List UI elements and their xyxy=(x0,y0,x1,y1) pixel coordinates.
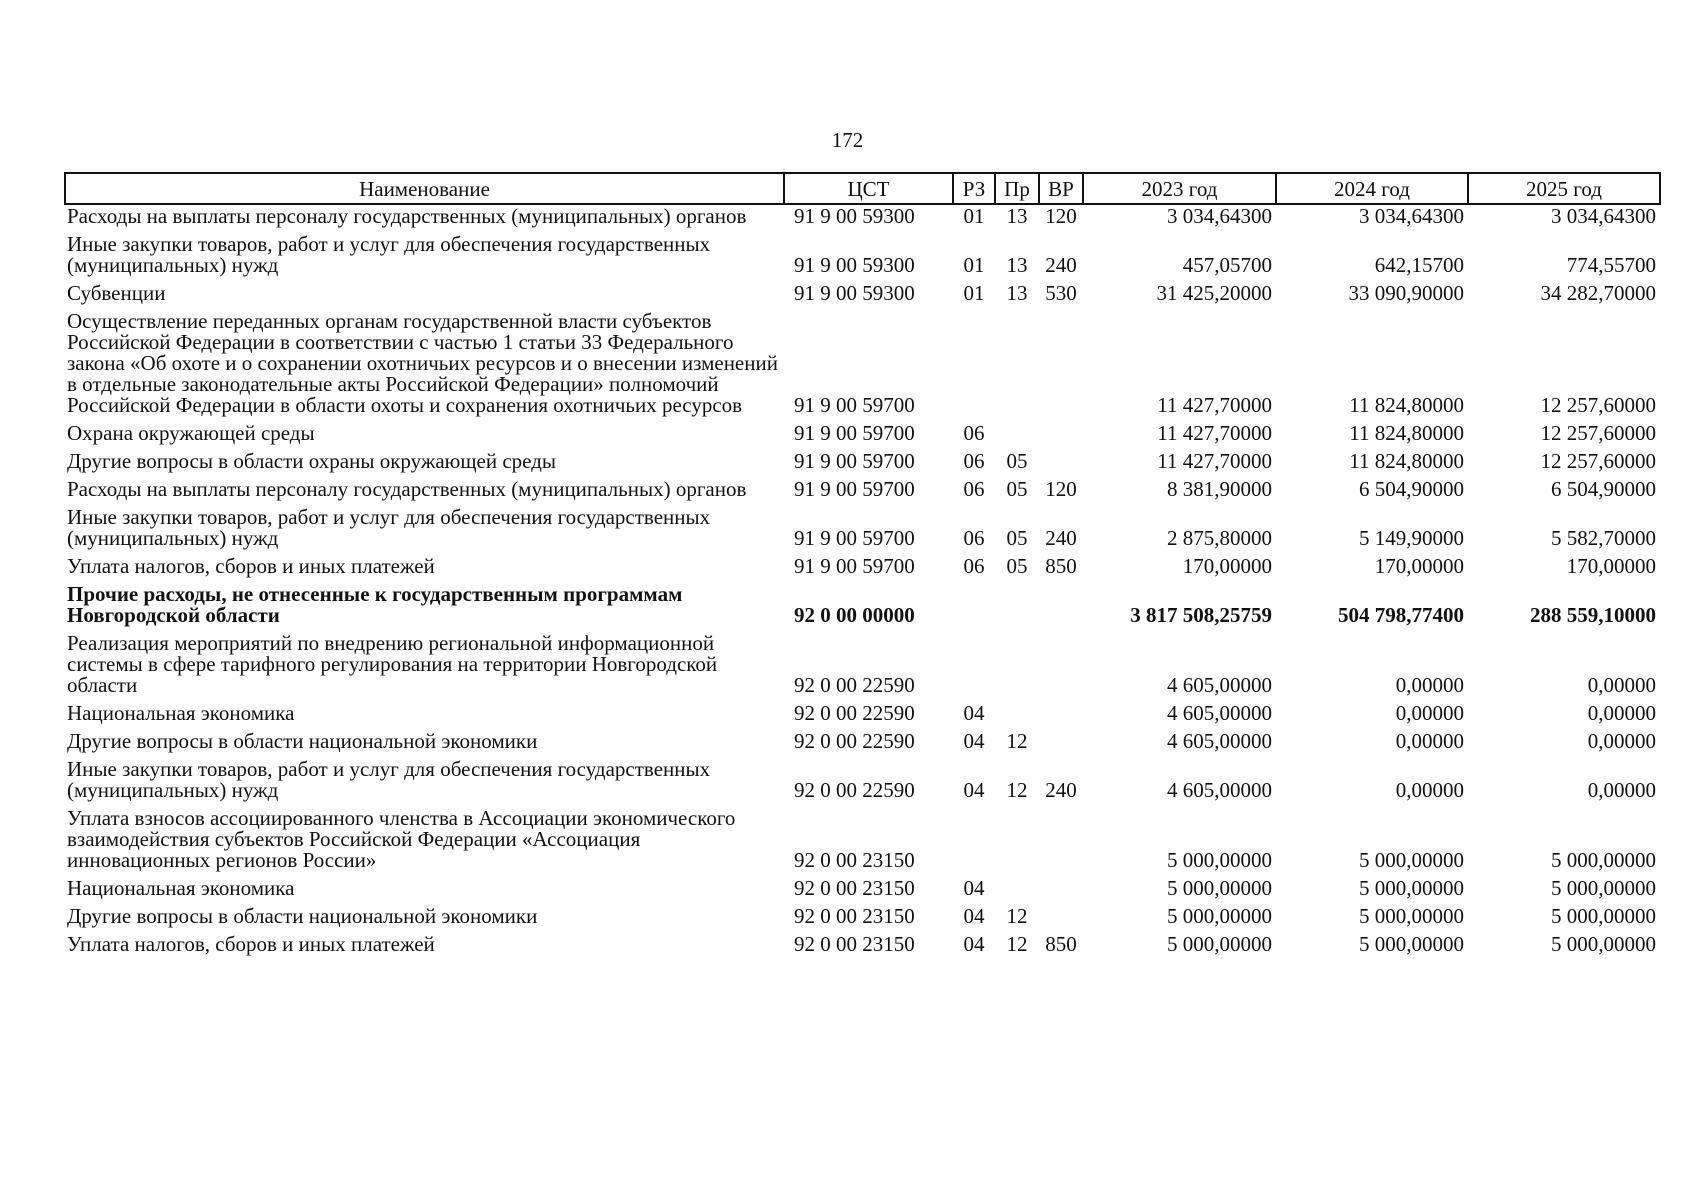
row-vr: 850 xyxy=(1045,554,1077,578)
table-row xyxy=(65,583,1660,632)
row-pr xyxy=(995,877,1039,905)
table-row xyxy=(65,758,1660,807)
table-row xyxy=(65,632,1660,702)
table-row xyxy=(65,905,1660,933)
row-name: Субвенции xyxy=(67,281,166,305)
row-value-2023: 5 000,00000 xyxy=(1167,848,1272,872)
row-pr: 12 xyxy=(1006,778,1028,802)
row-value-2025: 12 257,60000 xyxy=(1540,421,1656,445)
row-value-2025: 5 000,00000 xyxy=(1551,876,1656,900)
row-value-2025: 0,00000 xyxy=(1587,729,1656,753)
row-vr xyxy=(1039,450,1083,478)
row-pr xyxy=(995,583,1039,632)
header-rz: РЗ xyxy=(953,173,995,204)
row-value-2024: 642,15700 xyxy=(1374,253,1464,277)
row-pr xyxy=(995,702,1039,730)
row-value-2025: 0,00000 xyxy=(1587,778,1656,802)
row-pr xyxy=(995,632,1039,702)
row-pr: 05 xyxy=(1006,554,1028,578)
row-name: Уплата налогов, сборов и иных платежей xyxy=(67,932,435,956)
row-name: Другие вопросы в области национальной экономики xyxy=(67,904,538,928)
row-value-2023: 4 605,00000 xyxy=(1167,673,1272,697)
row-cst: 92 0 00 00000 xyxy=(794,603,915,627)
row-value-2023: 4 605,00000 xyxy=(1167,729,1272,753)
row-vr: 850 xyxy=(1045,932,1077,956)
row-rz: 04 xyxy=(963,876,985,900)
row-cst: 92 0 00 23150 xyxy=(794,848,915,872)
table-row xyxy=(65,310,1660,422)
header-vr: ВР xyxy=(1039,173,1083,204)
row-rz: 04 xyxy=(963,932,985,956)
row-pr: 05 xyxy=(1006,449,1028,473)
row-value-2024: 11 824,80000 xyxy=(1349,421,1464,445)
table-row xyxy=(65,282,1660,310)
row-cst: 92 0 00 22590 xyxy=(794,778,915,802)
row-value-2023: 31 425,20000 xyxy=(1156,281,1272,305)
row-name: Национальная экономика xyxy=(67,701,295,725)
row-value-2023: 170,00000 xyxy=(1182,554,1272,578)
table-body xyxy=(65,204,1660,961)
row-pr xyxy=(995,310,1039,422)
row-vr xyxy=(1039,632,1083,702)
row-rz: 04 xyxy=(963,778,985,802)
row-value-2025: 0,00000 xyxy=(1587,701,1656,725)
row-name: Осуществление переданных органам государственной власти субъектов Российской Федерации в соответствии с частью 1 статьи 33 Федерального закона «Об охоте и о сохранении охотничьих ресурсов и о внесении изменений в отдельные законодательные акты Российской Федерации» полномочий Российской Федерации в области охоты и сохранения охотничьих ресурсов xyxy=(67,309,778,417)
row-name: Национальная экономика xyxy=(67,876,295,900)
header-2025: 2025 год xyxy=(1468,173,1660,204)
row-cst: 91 9 00 59700 xyxy=(794,393,915,417)
row-value-2023: 4 605,00000 xyxy=(1167,701,1272,725)
row-vr: 240 xyxy=(1045,778,1077,802)
row-vr: 240 xyxy=(1045,253,1077,277)
row-value-2025: 34 282,70000 xyxy=(1540,281,1656,305)
row-value-2024: 5 000,00000 xyxy=(1359,932,1464,956)
row-value-2024: 3 034,64300 xyxy=(1359,204,1464,228)
row-value-2023: 2 875,80000 xyxy=(1167,526,1272,550)
row-value-2023: 3 034,64300 xyxy=(1167,204,1272,228)
row-cst: 92 0 00 22590 xyxy=(794,729,915,753)
row-cst: 92 0 00 22590 xyxy=(794,701,915,725)
row-value-2024: 11 824,80000 xyxy=(1349,449,1464,473)
table-row xyxy=(65,702,1660,730)
row-value-2023: 3 817 508,25759 xyxy=(1130,603,1272,627)
row-pr: 05 xyxy=(1006,477,1028,501)
row-vr xyxy=(1039,905,1083,933)
row-cst: 91 9 00 59700 xyxy=(794,554,915,578)
row-value-2025: 12 257,60000 xyxy=(1540,449,1656,473)
table-row xyxy=(65,807,1660,877)
row-name: Уплата налогов, сборов и иных платежей xyxy=(67,554,435,578)
row-vr: 120 xyxy=(1045,204,1077,228)
row-name: Прочие расходы, не отнесенные к государственным программам Новгородской области xyxy=(67,582,683,627)
row-name: Охрана окружающей среды xyxy=(67,421,315,445)
budget-table xyxy=(64,172,1661,961)
row-name: Уплата взносов ассоциированного членства в Ассоциации экономического взаимодействия субъектов Российской Федерации «Ассоциация инновационных регионов России» xyxy=(67,806,736,872)
row-value-2025: 5 000,00000 xyxy=(1551,848,1656,872)
row-pr: 12 xyxy=(1006,904,1028,928)
row-rz: 06 xyxy=(963,477,985,501)
row-value-2025: 5 000,00000 xyxy=(1551,904,1656,928)
row-rz: 01 xyxy=(963,204,985,228)
row-value-2024: 0,00000 xyxy=(1395,673,1464,697)
row-name: Иные закупки товаров, работ и услуг для обеспечения государственных (муниципальных) нужд xyxy=(67,757,711,802)
row-value-2023: 5 000,00000 xyxy=(1167,932,1272,956)
row-rz: 04 xyxy=(963,729,985,753)
row-cst: 91 9 00 59700 xyxy=(794,477,915,501)
row-value-2024: 33 090,90000 xyxy=(1348,281,1464,305)
row-value-2024: 5 000,00000 xyxy=(1359,848,1464,872)
row-rz: 06 xyxy=(963,526,985,550)
row-pr xyxy=(995,422,1039,450)
table-row xyxy=(65,933,1660,961)
row-rz: 01 xyxy=(963,253,985,277)
row-rz xyxy=(953,583,995,632)
row-value-2024: 0,00000 xyxy=(1395,701,1464,725)
row-cst: 92 0 00 22590 xyxy=(794,673,915,697)
row-rz: 06 xyxy=(963,554,985,578)
row-value-2023: 11 427,70000 xyxy=(1157,449,1272,473)
row-vr xyxy=(1039,730,1083,758)
table-row xyxy=(65,877,1660,905)
row-vr: 530 xyxy=(1045,281,1077,305)
row-pr: 05 xyxy=(1006,526,1028,550)
row-name: Расходы на выплаты персоналу государственных (муниципальных) органов xyxy=(67,477,747,501)
row-cst: 92 0 00 23150 xyxy=(794,904,915,928)
row-vr xyxy=(1039,702,1083,730)
row-value-2025: 3 034,64300 xyxy=(1551,204,1656,228)
row-rz: 06 xyxy=(963,449,985,473)
row-rz: 01 xyxy=(963,281,985,305)
row-value-2025: 0,00000 xyxy=(1587,673,1656,697)
row-cst: 91 9 00 59300 xyxy=(794,204,915,228)
row-cst: 91 9 00 59700 xyxy=(794,526,915,550)
page-number: 172 xyxy=(831,128,864,152)
row-vr xyxy=(1039,877,1083,905)
row-pr: 13 xyxy=(1006,204,1028,228)
table-row xyxy=(65,478,1660,506)
header-2024: 2024 год xyxy=(1276,173,1468,204)
row-value-2025: 5 582,70000 xyxy=(1551,526,1656,550)
row-value-2023: 5 000,00000 xyxy=(1167,904,1272,928)
row-name: Другие вопросы в области национальной экономики xyxy=(67,729,538,753)
row-value-2023: 8 381,90000 xyxy=(1167,477,1272,501)
row-value-2023: 4 605,00000 xyxy=(1167,778,1272,802)
row-rz xyxy=(953,632,995,702)
row-cst: 91 9 00 59700 xyxy=(794,449,915,473)
table-header-row xyxy=(65,173,1660,204)
row-name: Расходы на выплаты персоналу государственных (муниципальных) органов xyxy=(67,204,747,228)
row-vr xyxy=(1039,422,1083,450)
row-value-2025: 5 000,00000 xyxy=(1551,932,1656,956)
row-pr: 13 xyxy=(1006,281,1028,305)
row-rz: 04 xyxy=(963,904,985,928)
row-cst: 92 0 00 23150 xyxy=(794,932,915,956)
row-pr: 13 xyxy=(1006,253,1028,277)
row-vr xyxy=(1039,583,1083,632)
row-value-2023: 457,05700 xyxy=(1182,253,1272,277)
row-value-2024: 5 000,00000 xyxy=(1359,876,1464,900)
row-value-2025: 288 559,10000 xyxy=(1530,603,1656,627)
header-pr: Пр xyxy=(995,173,1039,204)
row-value-2024: 6 504,90000 xyxy=(1359,477,1464,501)
row-value-2024: 5 149,90000 xyxy=(1359,526,1464,550)
row-cst: 91 9 00 59300 xyxy=(794,281,915,305)
header-2023: 2023 год xyxy=(1083,173,1276,204)
row-value-2024: 170,00000 xyxy=(1374,554,1464,578)
row-value-2025: 12 257,60000 xyxy=(1540,393,1656,417)
row-rz xyxy=(953,310,995,422)
row-vr: 120 xyxy=(1045,477,1077,501)
table-row xyxy=(65,555,1660,583)
table-row xyxy=(65,506,1660,555)
table-row xyxy=(65,233,1660,282)
row-value-2023: 5 000,00000 xyxy=(1167,876,1272,900)
table-row xyxy=(65,204,1660,233)
row-value-2024: 5 000,00000 xyxy=(1359,904,1464,928)
row-cst: 91 9 00 59300 xyxy=(794,253,915,277)
row-pr: 12 xyxy=(1006,729,1028,753)
row-rz: 04 xyxy=(963,701,985,725)
table-row xyxy=(65,730,1660,758)
row-value-2024: 0,00000 xyxy=(1395,778,1464,802)
row-value-2025: 6 504,90000 xyxy=(1551,477,1656,501)
row-vr xyxy=(1039,807,1083,877)
row-value-2024: 504 798,77400 xyxy=(1338,603,1464,627)
row-vr: 240 xyxy=(1045,526,1077,550)
row-value-2023: 11 427,70000 xyxy=(1157,421,1272,445)
row-value-2024: 11 824,80000 xyxy=(1349,393,1464,417)
row-pr xyxy=(995,807,1039,877)
table-row xyxy=(65,422,1660,450)
row-value-2025: 774,55700 xyxy=(1566,253,1656,277)
row-pr: 12 xyxy=(1006,932,1028,956)
row-rz: 06 xyxy=(963,421,985,445)
header-name: Наименование xyxy=(65,173,784,204)
row-name: Иные закупки товаров, работ и услуг для обеспечения государственных (муниципальных) нужд xyxy=(67,505,711,550)
row-cst: 92 0 00 23150 xyxy=(794,876,915,900)
row-cst: 91 9 00 59700 xyxy=(794,421,915,445)
header-cst: ЦСТ xyxy=(784,173,953,204)
row-name: Иные закупки товаров, работ и услуг для обеспечения государственных (муниципальных) нужд xyxy=(67,232,711,277)
row-rz xyxy=(953,807,995,877)
row-vr xyxy=(1039,310,1083,422)
row-name: Другие вопросы в области охраны окружающей среды xyxy=(67,449,556,473)
row-value-2025: 170,00000 xyxy=(1566,554,1656,578)
row-value-2023: 11 427,70000 xyxy=(1157,393,1272,417)
row-name: Реализация мероприятий по внедрению региональной информационной системы в сфере тарифного регулирования на территории Новгородской области xyxy=(67,631,718,697)
table-row xyxy=(65,450,1660,478)
row-value-2024: 0,00000 xyxy=(1395,729,1464,753)
